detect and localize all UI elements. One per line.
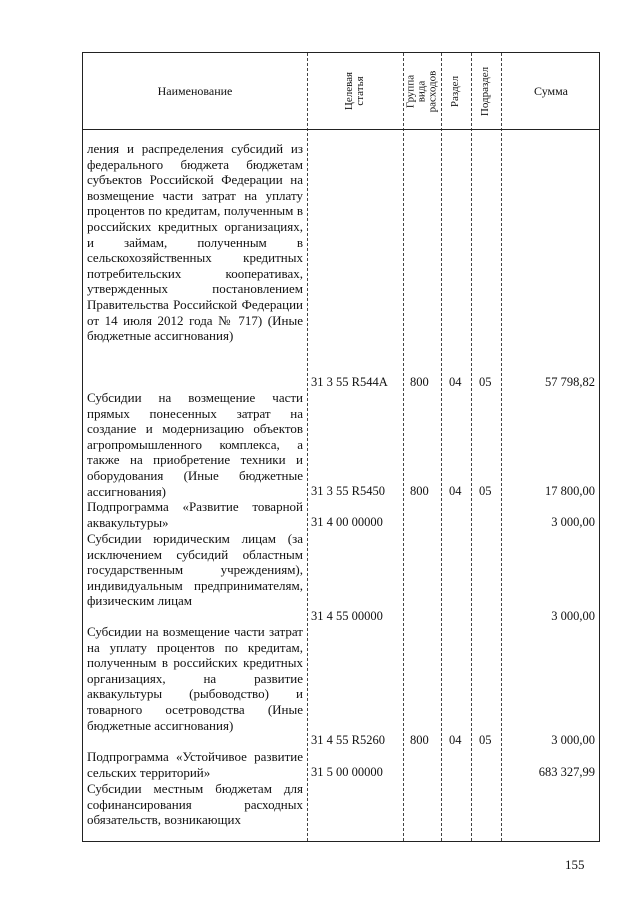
row-sum: 17 800,00: [545, 484, 595, 498]
column-divider: [307, 53, 308, 841]
row-sum: 3 000,00: [551, 609, 595, 623]
row-name: Субсидии на возмещение части затрат на уплату процентов по кредитам, полученным в российских кредитных организациях, на развитие аквакультуры (рыбоводство) и товарного осетроводства (Иные бюджетные ассигнования): [87, 624, 303, 733]
header-divider: [83, 129, 599, 130]
header-name: Наименование: [157, 83, 233, 98]
row-code: 31 3 55 R5450: [311, 484, 385, 498]
row-sum: 3 000,00: [551, 515, 595, 529]
row-section: 04: [449, 484, 462, 498]
column-divider: [501, 53, 502, 841]
row-code: 31 3 55 R544А: [311, 375, 388, 389]
row-subsection: 05: [479, 375, 492, 389]
row-code: 31 4 55 00000: [311, 609, 383, 623]
row-code: 31 4 55 R5260: [311, 733, 385, 747]
budget-table: [82, 52, 600, 842]
row-sum: 57 798,82: [545, 375, 595, 389]
row-name: Подпрограмма «Устойчивое развитие сельских территорий»: [87, 749, 303, 780]
row-group: 800: [410, 733, 429, 747]
header-sum: Сумма: [534, 83, 568, 98]
row-name: Субсидии юридическим лицам (за исключением субсидий областным государственным учреждениям), индивидуальным предпринимателям, физическим лицам: [87, 531, 303, 609]
header-target-article: Целевая статья: [342, 71, 366, 111]
column-divider: [403, 53, 404, 841]
column-divider: [441, 53, 442, 841]
row-subsection: 05: [479, 733, 492, 747]
row-name: ления и распределения субсидий из федерального бюджета бюджетам субъектов Российской Федерации на возмещение части затрат на уплату процентов по кредитам, полученным в российских кредитных организациях, и займам, полученным в сельскохозяйственных кредитных потребительских кооперативах, утвержденных постановлением Правительства Российской Федерации от 14 июля 2012 года № 717) (Иные бюджетные ассигнования): [87, 141, 303, 344]
row-name: Субсидии местным бюджетам для софинансирования расходных обязательств, возникающих: [87, 781, 303, 828]
column-divider: [471, 53, 472, 841]
header-expense-group: Группа вида расходов: [404, 70, 439, 112]
header-subsection: Подраздел: [479, 66, 492, 116]
row-sum: 3 000,00: [551, 733, 595, 747]
row-code: 31 5 00 00000: [311, 765, 383, 779]
row-group: 800: [410, 375, 429, 389]
row-name: Подпрограмма «Развитие товарной аквакультуры»: [87, 499, 303, 530]
row-sum: 683 327,99: [538, 765, 595, 779]
row-code: 31 4 00 00000: [311, 515, 383, 529]
row-section: 04: [449, 733, 462, 747]
header-section: Раздел: [449, 75, 462, 107]
row-subsection: 05: [479, 484, 492, 498]
row-group: 800: [410, 484, 429, 498]
row-section: 04: [449, 375, 462, 389]
page-number: 155: [565, 857, 585, 872]
row-name: Субсидии на возмещение части прямых понесенных затрат на создание и модернизацию объектов агропромышленного комплекса, а также на приобретение техники и оборудования (Иные бюджетные ассигнования): [87, 390, 303, 499]
